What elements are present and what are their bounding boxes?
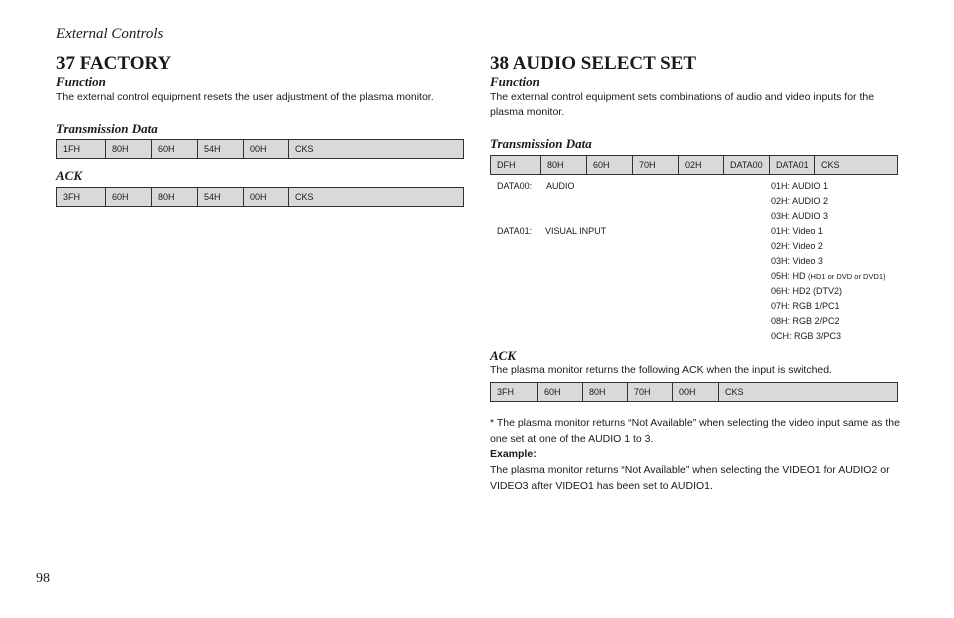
data01-value: 07H: RGB 1/PC1 (771, 301, 840, 311)
page-number: 98 (36, 571, 50, 586)
table-row (57, 140, 464, 159)
section-title-audio-select: 38 AUDIO SELECT SET (490, 53, 697, 74)
running-header: External Controls (56, 26, 164, 42)
example-heading: Example: (490, 448, 537, 460)
audio-transmission-table (490, 155, 898, 175)
function-heading: Function (490, 74, 540, 89)
table-cell: 54H (198, 188, 244, 207)
data01-value: 03H: Video 3 (771, 256, 823, 266)
section-title-factory: 37 FACTORY (56, 53, 172, 74)
table-cell: DATA01 (770, 156, 815, 175)
factory-ack-table (56, 187, 464, 207)
table-row (491, 156, 898, 175)
function-text-line-2: plasma monitor. (490, 106, 565, 118)
note-line-2: one set at one of the AUDIO 1 to 3. (490, 433, 654, 445)
table-cell: 70H (633, 156, 679, 175)
table-cell: 00H (244, 188, 289, 207)
data01-value: 02H: Video 2 (771, 241, 823, 251)
table-cell: 3FH (57, 188, 106, 207)
data00-value: 03H: AUDIO 3 (771, 211, 829, 221)
table-cell: 02H (679, 156, 724, 175)
data01-value: 08H: RGB 2/PC2 (771, 316, 840, 326)
table-cell: CKS (289, 140, 464, 159)
data00-value: 02H: AUDIO 2 (771, 196, 829, 206)
data00-label: DATA00: (497, 181, 533, 191)
data01-value: 05H: HD (771, 271, 806, 281)
data01-value: 01H: Video 1 (771, 226, 823, 236)
hd-note: (HD1 or DVD or DVD1) (808, 272, 886, 281)
table-cell: 54H (198, 140, 244, 159)
data01-label: DATA01: (497, 226, 533, 236)
data01-name: VISUAL INPUT (545, 226, 607, 236)
table-cell: 80H (152, 188, 198, 207)
table-cell: CKS (289, 188, 464, 207)
table-cell: 60H (538, 383, 583, 402)
data00-value: 01H: AUDIO 1 (771, 181, 829, 191)
table-cell: CKS (719, 383, 898, 402)
factory-transmission-table (56, 139, 464, 159)
function-text: The external control equipment resets the user adjustment of the plasma monitor. (56, 91, 434, 103)
table-row (57, 188, 464, 207)
audio-ack-table (490, 382, 898, 402)
ack-heading: ACK (56, 168, 83, 183)
example-line-2: VIDEO3 after VIDEO1 has been set to AUDIO1. (490, 480, 713, 492)
table-cell: 00H (244, 140, 289, 159)
table-cell: 70H (628, 383, 673, 402)
data01-value: 0CH: RGB 3/PC3 (771, 331, 842, 341)
function-text-line-1: The external control equipment sets combinations of audio and video inputs for the (490, 91, 875, 103)
table-cell: 00H (673, 383, 719, 402)
example-line-1: The plasma monitor returns “Not Available” when selecting the VIDEO1 for AUDIO2 or (490, 464, 890, 476)
table-cell: 60H (587, 156, 633, 175)
table-cell: DATA00 (724, 156, 770, 175)
ack-heading: ACK (490, 348, 517, 363)
transmission-heading: Transmission Data (490, 136, 592, 151)
table-cell: 3FH (491, 383, 538, 402)
ack-text: The plasma monitor returns the following ACK when the input is switched. (490, 364, 833, 376)
table-cell: 60H (106, 188, 152, 207)
table-cell: 1FH (57, 140, 106, 159)
data01-value-hd (771, 269, 886, 284)
table-cell: 80H (583, 383, 628, 402)
transmission-heading: Transmission Data (56, 121, 158, 136)
table-cell: 80H (106, 140, 152, 159)
table-cell: CKS (815, 156, 898, 175)
data00-name: AUDIO (546, 181, 575, 191)
table-cell: DFH (491, 156, 541, 175)
function-heading: Function (56, 74, 106, 89)
table-row (491, 383, 898, 402)
table-cell: 60H (152, 140, 198, 159)
table-cell: 80H (541, 156, 587, 175)
note-line-1: * The plasma monitor returns “Not Available” when selecting the video input same as the (490, 417, 900, 429)
data01-value: 06H: HD2 (DTV2) (771, 286, 843, 296)
